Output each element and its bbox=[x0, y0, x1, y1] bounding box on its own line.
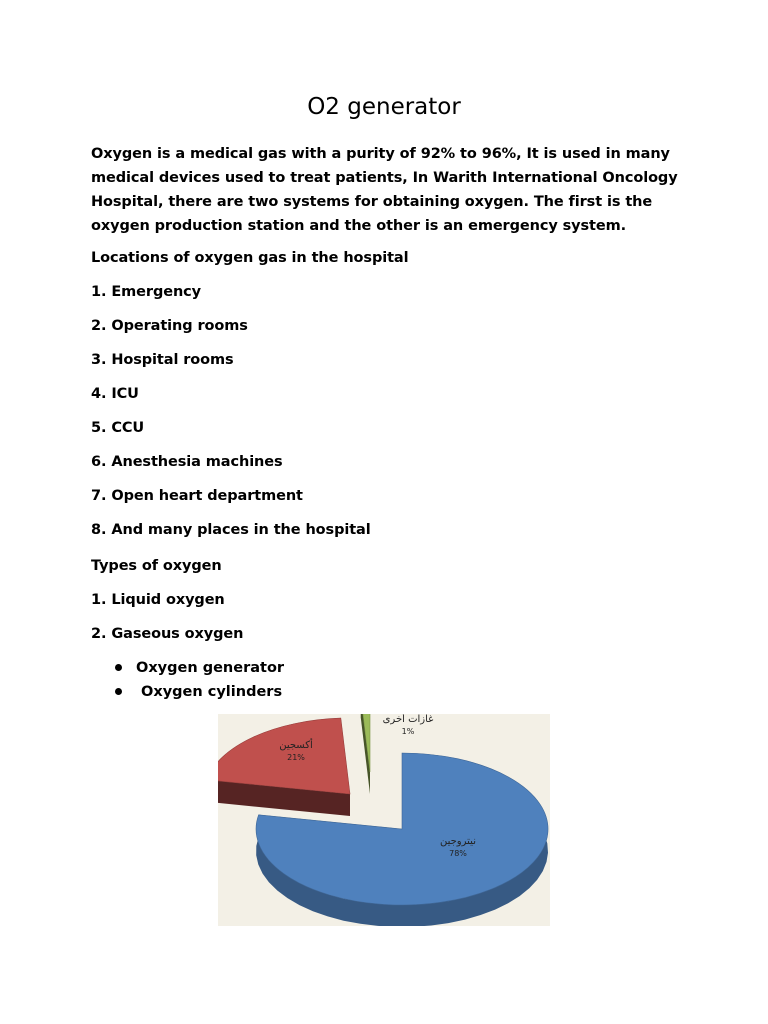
bullet-text: Oxygen generator bbox=[136, 660, 285, 676]
pie-label-value-oxygen: 21% bbox=[287, 753, 305, 762]
location-item: 7. Open heart department bbox=[91, 488, 303, 504]
location-item: 8. And many places in the hospital bbox=[91, 522, 371, 538]
bullet-dot-icon bbox=[115, 664, 122, 671]
pie-label-name-other-gases: غازات أخرى bbox=[382, 714, 434, 725]
gas-composition-pie-chart bbox=[218, 714, 550, 926]
location-item: 4. ICU bbox=[91, 386, 139, 402]
location-item: 2. Operating rooms bbox=[91, 318, 248, 334]
pie-label-value-other-gases: 1% bbox=[401, 727, 415, 736]
locations-heading: Locations of oxygen gas in the hospital bbox=[91, 250, 409, 266]
location-item: 5. CCU bbox=[91, 420, 145, 436]
location-item: 6. Anesthesia machines bbox=[91, 454, 283, 470]
intro-paragraph: Oxygen is a medical gas with a purity of 92% to 96%, It is used in many medical devices used to treat patients, In Warith International Oncology Hospital, there are two systems for obtaining oxygen. The first is the oxygen production station and the other is an emergency system. bbox=[91, 146, 678, 234]
bullet-dot-icon bbox=[115, 688, 122, 695]
pie-label-value-nitrogen: 78% bbox=[449, 849, 467, 858]
types-heading: Types of oxygen bbox=[91, 558, 222, 574]
location-item: 1. Emergency bbox=[91, 284, 202, 300]
type-item: 2. Gaseous oxygen bbox=[91, 626, 244, 642]
bullet-text: Oxygen cylinders bbox=[136, 684, 283, 700]
document-title: O2 generator bbox=[307, 94, 461, 120]
pie-label-name-nitrogen: نيتروجين bbox=[440, 836, 476, 847]
pie-label-name-oxygen: أكسجين bbox=[279, 740, 313, 751]
location-item: 3. Hospital rooms bbox=[91, 352, 234, 368]
type-item: 1. Liquid oxygen bbox=[91, 592, 225, 608]
